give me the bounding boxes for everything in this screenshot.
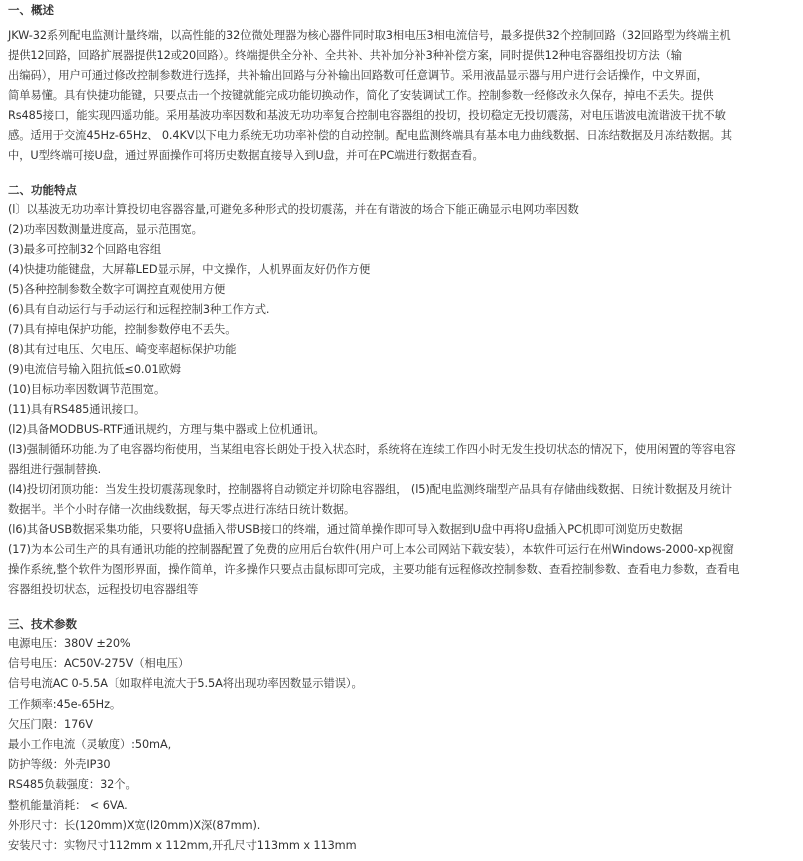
paragraph-line: 中，U型终端可接U盘，通过界面操作可将历史数据直接导入到U盘，并可在PC端进行数据查看。 <box>8 149 484 162</box>
section-specs <box>8 614 795 856</box>
specs-list <box>8 634 795 856</box>
overview-paragraph <box>8 26 795 166</box>
spec-item: 整机能量消耗： < 6VA. <box>8 798 128 812</box>
feature-item-continuation: 数据半。半个小时存储一次曲线数据，每天零点进行冻结日统计数据。 <box>8 503 356 516</box>
spec-item: 信号电压：AC50V-275V（相电压） <box>8 657 190 671</box>
paragraph-line: 简单易懂。具有快捷功能键，只要点击一个按键就能完成功能切换动作，简化了安装调试工作。控制参数一经修改永久保存，掉电不丢失。提供 <box>8 89 714 102</box>
feature-item: (l3)强制循环功能.为了电容器均衔使用，当某组电容长朗处于投入状态时，系统将在连续工作四小时无发生投切状态的情况下，使用闲置的等容电容 <box>8 443 736 456</box>
feature-item: (9)电流信号输入阻抗低≤0.01欧姆 <box>8 363 181 376</box>
spec-item: RS485负载强度：32个。 <box>8 778 137 792</box>
feature-item: (l6)其备USB数据采集功能，只要将U盘插入带USB接口的终端，通过简单操作即可导入数据到U盘中再将U盘插入PC机即可浏览历史数据 <box>8 523 683 536</box>
features-list <box>8 200 795 600</box>
spec-item: 安装尺寸：实物尺寸112mm x 112mm,开孔尺寸113mm x 113mm <box>8 839 357 853</box>
spec-item: 电源电压：380V ±20% <box>8 637 131 650</box>
feature-item: (17)为本公司生产的具有通讯功能的控制器配置了免费的应用后台软件(用户可上本公司网站下载安装），本软件可运行在州Windows-2000-xp视窗 <box>8 543 734 556</box>
paragraph-line: 出编码），用户可通过修改控制参数进行选择，共补输出回路与分补输出回路数可任意调节。采用液晶显示器与用户进行会话操作，中文界面， <box>8 69 708 82</box>
feature-item: (7)具有掉电保护功能，控制参数停电不丢失。 <box>8 323 237 336</box>
feature-item: (5)各种控制参数全数字可调控直观使用方便 <box>8 283 226 296</box>
section-overview <box>8 0 795 166</box>
feature-item: (3)最多可控制32个回路电容组 <box>8 243 162 256</box>
feature-item-continuation: 操作系统,整个软件为图形界面，操作简单，许多操作只要点击鼠标即可完成，主要功能有远程修改控制参数、查看控制参数、查看电力参数，查看电 <box>8 563 740 576</box>
feature-item: (6)具有自动运行与手动运行和远程控制3种工作方式. <box>8 303 270 316</box>
section-title-overview: 一、概述 <box>8 3 54 17</box>
spec-item: 外形尺寸：长(120mm)X宽(l20mm)X深(87mm). <box>8 818 261 832</box>
paragraph-line: JKW-32系列配电监测计量终端，以高性能的32位微处理器为核心器件同时取3相电压3相电流信号，最多提供32个控制回路（32回路型为终端主机 <box>8 29 731 42</box>
section-title-features: 二、功能特点 <box>8 183 77 197</box>
section-title-specs: 三、技术参数 <box>8 617 77 631</box>
feature-item: (8)其有过电压、欠电压、崎变率超标保护功能 <box>8 343 237 356</box>
spec-item: 最小工作电流（灵敏度）:50mA, <box>8 738 172 752</box>
spec-item: 欠压门限：176V <box>8 717 93 731</box>
feature-item: (l〕以基波无功功率计算投切电容器容量,可避免多种形式的投切震荡，并在有谐波的场合下能正确显示电网功率因数 <box>8 203 579 216</box>
feature-item-continuation: 器组进行强制替换. <box>8 463 102 476</box>
feature-item: (4)快捷功能键盘，大屏幕LED显示屏，中文操作，人机界面友好仍作方便 <box>8 263 371 276</box>
section-features <box>8 180 795 600</box>
feature-item: (11)具有RS485通讯接口。 <box>8 403 146 416</box>
feature-item: (l2)具备MODBUS-RTF通讯规约，方理与集中器或上位机通讯。 <box>8 423 325 436</box>
spec-item: 防护等级：外壳IP30 <box>8 758 111 772</box>
spec-item: 信号电流AC 0-5.5A〔如取样电流大于5.5A将出现功率因数显示错误）。 <box>8 677 363 691</box>
paragraph-line: 感。适用于交流45Hz-65Hz、 0.4KV以下电力系统无功功率补偿的自动控制。配电监测终端具有基本电力曲线数据、日冻结数据及月冻结数据。其 <box>8 129 732 142</box>
spec-item: 工作频率:45e-65Hz。 <box>8 697 122 711</box>
paragraph-line: Rs485接口，能实现四遥功能。采用基波功率因数和基波无功功率复合控制电容器组的投切，投切稳定无投切震荡，对电压谐波电流谐波干扰不敏 <box>8 109 726 122</box>
paragraph-line: 提供12回路，回路扩展器提供12或20回路）。终端提供全分补、全共补、共补加分补3种补偿方案，同时提供12种电容器组投切方法（输 <box>8 49 682 62</box>
feature-item: (10)目标功率因数调节范围宽。 <box>8 383 166 396</box>
feature-item: (l4)投切闭顶功能：当发生投切震荡现象时，控制器将自动锁定并切除电容器组， (l5)配电监测终瑞型产品具有存储曲线数据、日统计数据及月统计 <box>8 483 732 496</box>
feature-item-continuation: 容器组投切状态，远程投切电容器组等 <box>8 583 199 596</box>
feature-item: (2)功率因数测量进度高，显示范围宽。 <box>8 223 203 236</box>
